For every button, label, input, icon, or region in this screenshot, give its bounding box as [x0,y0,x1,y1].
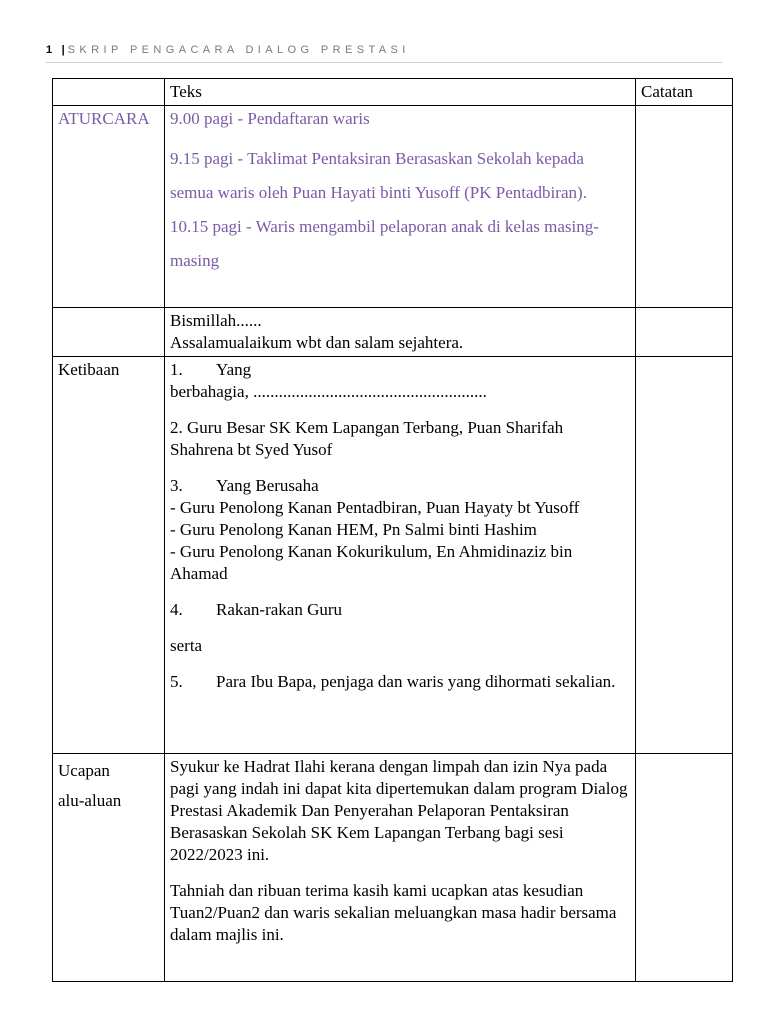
item-5-number: 5. [170,672,183,691]
agenda-item-3: 10.15 pagi - Waris mengambil pelaporan anak di kelas masing-masing [170,217,599,270]
item-1-continuation: berbahagia, ....................................................... [170,382,487,401]
table-row-aturcara [53,106,733,308]
ucapan-paragraph-1: Syukur ke Hadrat Ilahi kerana dengan limpah dan izin Nya pada pagi yang indah ini dapat kita dipertemukan dalam program Dialog Prestasi Akademik Dan Penyerahan Pelaporan Pentaksiran Berasaskan Sekolah SK Kem Lapangan Terbang bagi sesi 2022/2023 ini. [170,757,628,864]
ucapan-label-line-1: Ucapan [58,761,110,780]
opening-cell [165,308,636,357]
table-row-opening [53,308,733,357]
aturcara-label: ATURCARA [58,109,150,128]
row-label-empty [53,308,165,357]
item-3-sub-3: - Guru Penolong Kanan Kokurikulum, En Ahmidinaziz bin Ahamad [170,542,573,583]
ucapan-label-line-2: alu-aluan [58,791,122,810]
notes-cell-ucapan [636,754,733,982]
ketibaan-item-2: 2. Guru Besar SK Kem Lapangan Terbang, Puan Sharifah Shahrena bt Syed Yusof [170,418,564,459]
header-cell-teks: Teks [165,79,636,106]
notes-cell-ketibaan [636,357,733,754]
agenda-item-1: 9.00 pagi - Pendaftaran waris [170,109,370,128]
item-1-number: 1. [170,360,183,379]
item-3-sub-2: - Guru Penolong Kanan HEM, Pn Salmi binti Hashim [170,520,537,539]
item-4-number: 4. [170,600,183,619]
ucapan-paragraph-2: Tahniah dan ribuan terima kasih kami ucapkan atas kesudian Tuan2/Puan2 dan waris sekalian meluangkan masa hadir bersama dalam majlis ini. [170,881,617,944]
row-label-ucapan [53,754,165,982]
header-separator: | [61,44,68,56]
ketibaan-item-1 [170,359,630,403]
page-header [46,44,722,56]
table-row-ucapan [53,754,733,982]
ketibaan-cell [165,357,636,754]
script-table [52,78,733,982]
opening-line-2: Assalamualaikum wbt dan salam sejahtera. [170,333,464,352]
agenda-cell [165,106,636,308]
item-3-number: 3. [170,476,183,495]
serta-text: serta [170,636,203,655]
notes-cell-opening [636,308,733,357]
page-number: 1 [46,44,55,56]
table-row-ketibaan [53,357,733,754]
item-1-text: Yang [216,360,252,379]
item-5-text: Para Ibu Bapa, penjaga dan waris yang dihormati sekalian. [216,672,616,691]
ketibaan-item-5 [170,671,630,693]
agenda-item-2: 9.15 pagi - Taklimat Pentaksiran Berasaskan Sekolah kepada semua waris oleh Puan Hayati binti Yusoff (PK Pentadbiran). [170,149,587,202]
item-4-text: Rakan-rakan Guru [216,600,343,619]
header-cell-empty [53,79,165,106]
ketibaan-item-3 [170,475,630,585]
row-label-ketibaan: Ketibaan [53,357,165,754]
item-3-text: Yang Berusaha [216,476,319,495]
ucapan-cell [165,754,636,982]
ketibaan-item-4 [170,599,630,621]
row-label-aturcara [53,106,165,308]
notes-cell-aturcara [636,106,733,308]
document-title: SKRIP PENGACARA DIALOG PRESTASI [67,44,410,56]
header-cell-catatan: Catatan [636,79,733,106]
table-header-row [53,79,733,106]
header-divider [46,62,722,63]
opening-line-1: Bismillah...... [170,311,262,330]
item-3-sub-1: - Guru Penolong Kanan Pentadbiran, Puan Hayaty bt Yusoff [170,498,580,517]
